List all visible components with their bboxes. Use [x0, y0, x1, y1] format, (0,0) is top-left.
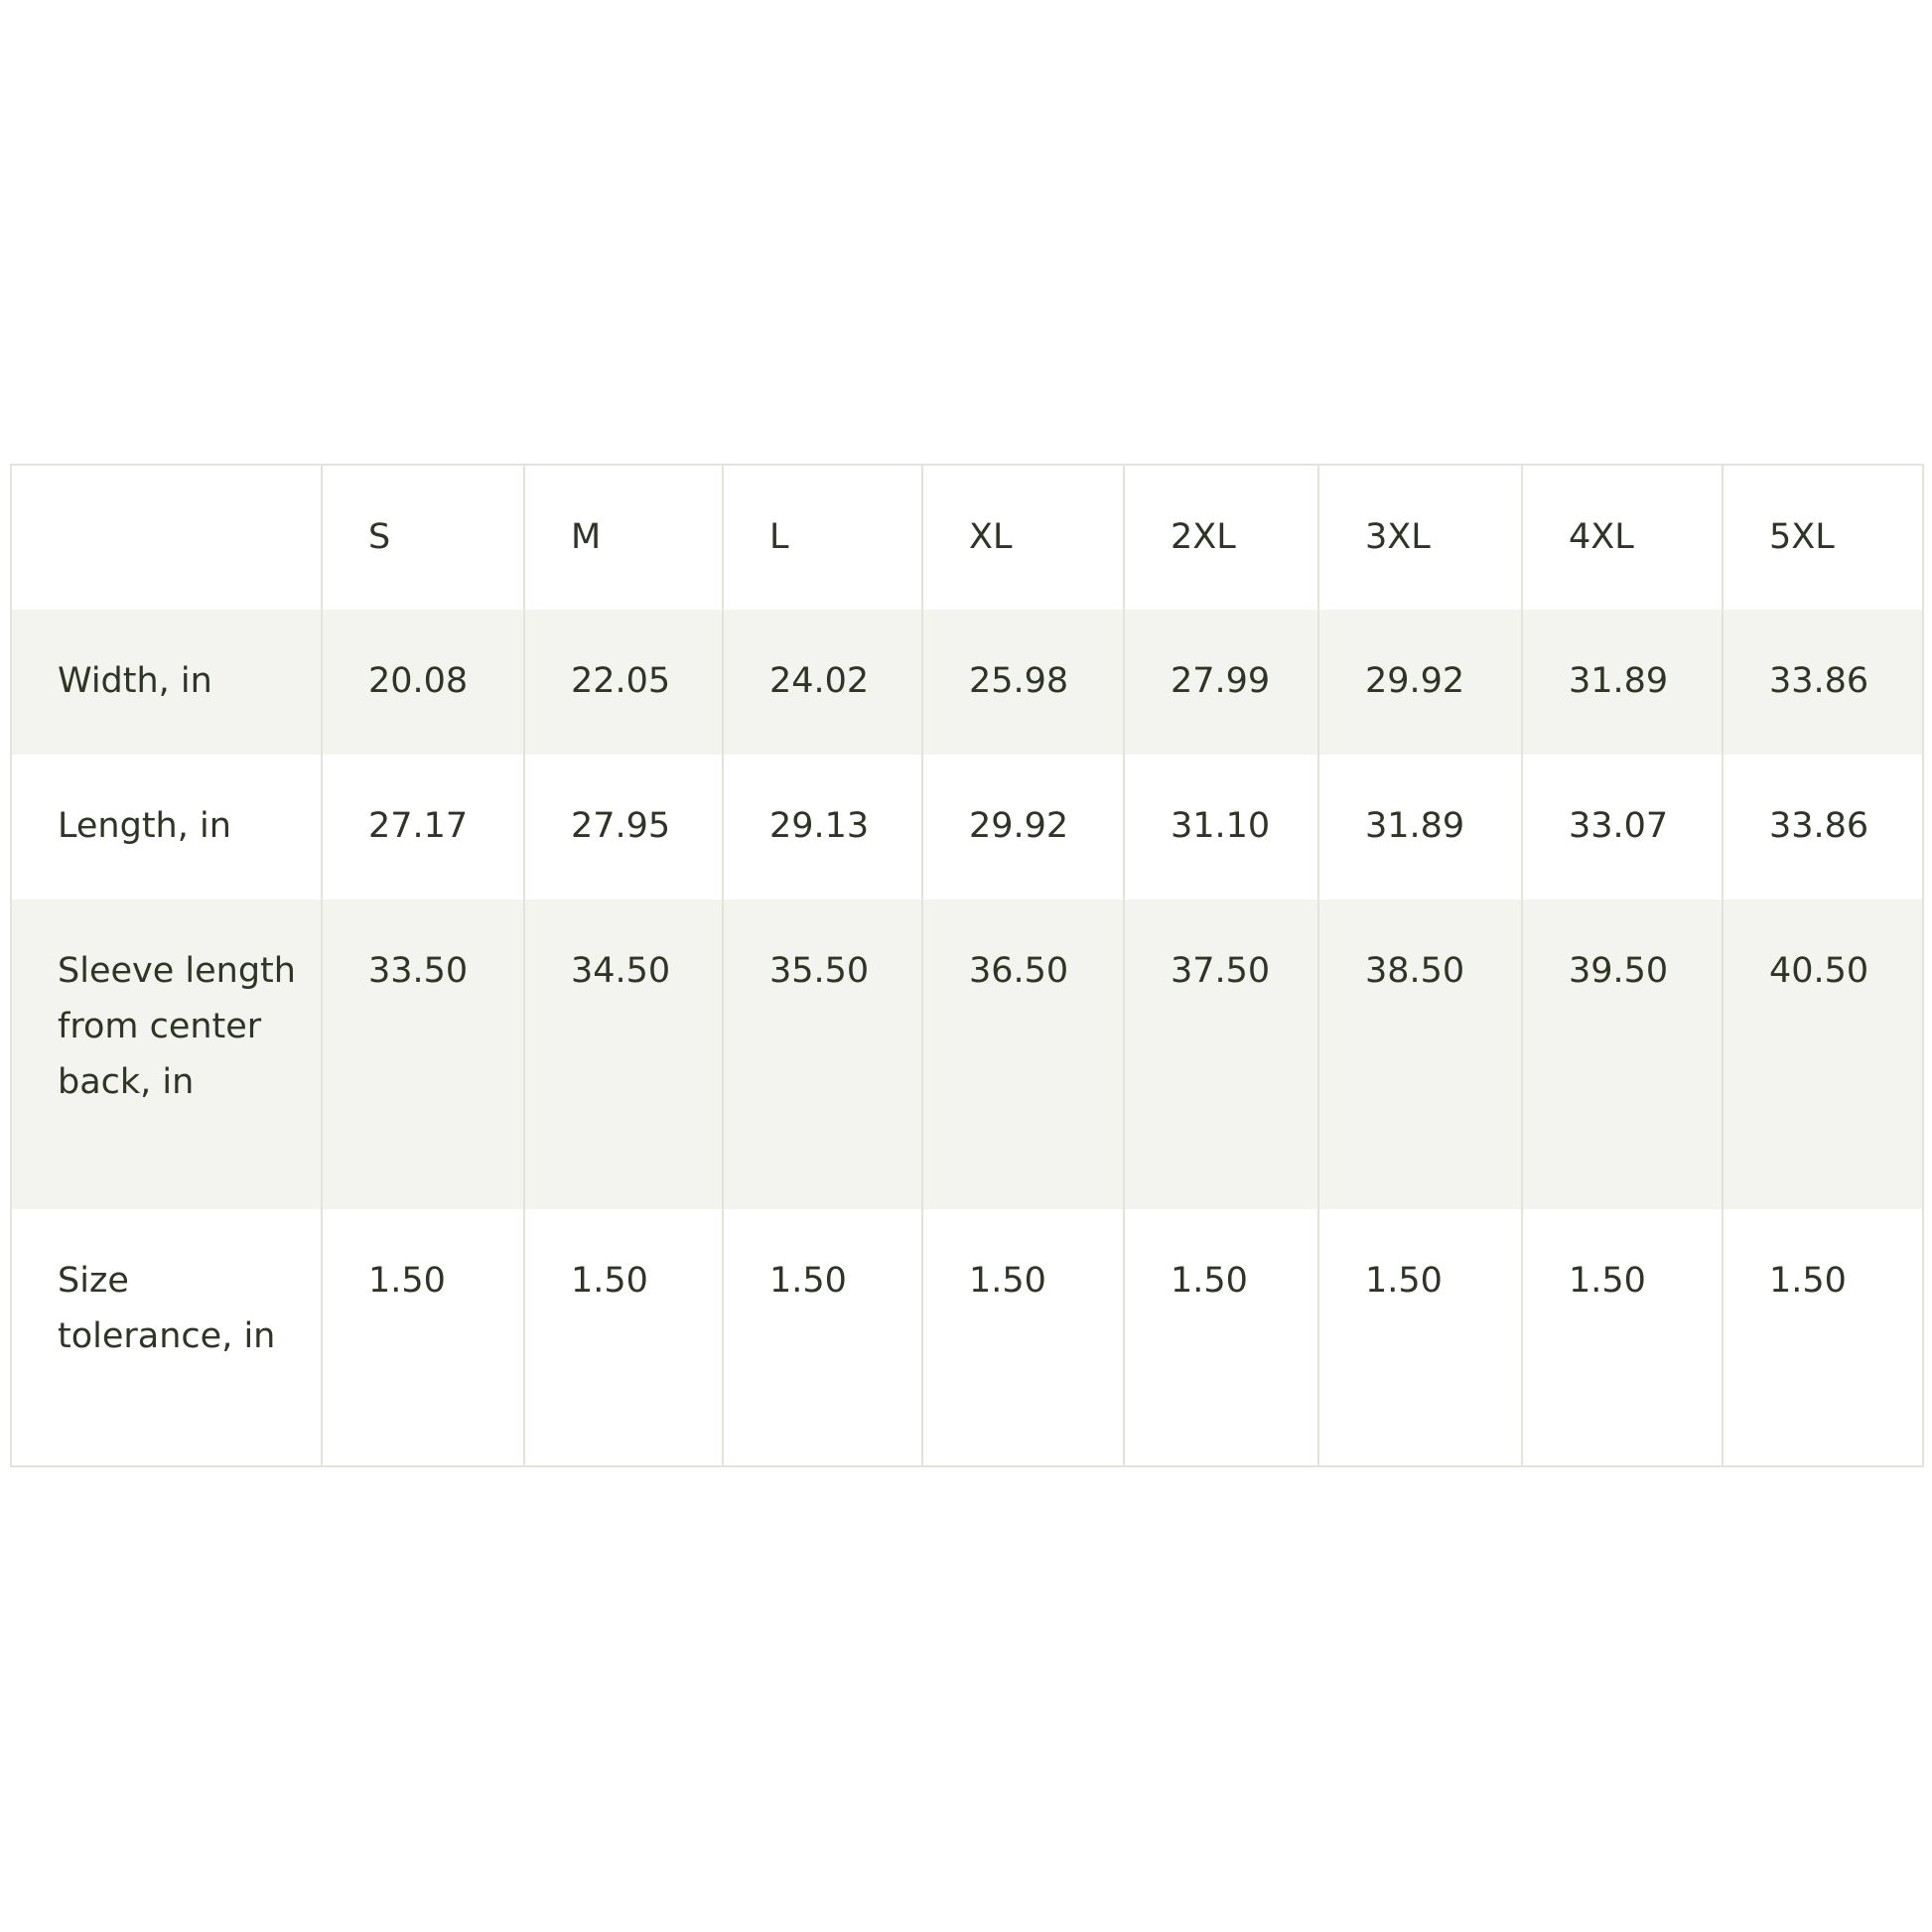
table-cell: 29.92: [922, 755, 1124, 899]
column-header-5xl: 5XL: [1723, 465, 1923, 610]
table-cell: 1.50: [524, 1209, 723, 1466]
table-cell: 31.89: [1318, 755, 1522, 899]
table-cell: 20.08: [322, 610, 524, 755]
size-chart: [10, 464, 1922, 1467]
table-cell: 36.50: [922, 899, 1124, 1209]
table-cell: 33.07: [1522, 755, 1723, 899]
table-header-row: [11, 465, 1923, 610]
table-cell: 27.99: [1124, 610, 1318, 755]
table-cell: 25.98: [922, 610, 1124, 755]
table-cell: 1.50: [1723, 1209, 1923, 1466]
table-cell: 29.92: [1318, 610, 1522, 755]
column-header-s: S: [322, 465, 524, 610]
table-cell: 37.50: [1124, 899, 1318, 1209]
table-row-size-tolerance: [11, 1209, 1923, 1466]
table-cell: 34.50: [524, 899, 723, 1209]
table-cell: 29.13: [723, 755, 922, 899]
table-cell: 1.50: [1318, 1209, 1522, 1466]
column-header-xl: XL: [922, 465, 1124, 610]
table-cell: 33.50: [322, 899, 524, 1209]
table-cell: 27.17: [322, 755, 524, 899]
row-label: Sleeve length from center back, in: [11, 899, 322, 1209]
table-cell: 1.50: [1124, 1209, 1318, 1466]
column-header-empty: [11, 465, 322, 610]
table-row-width: [11, 610, 1923, 755]
table-cell: 27.95: [524, 755, 723, 899]
row-label: Size tolerance, in: [11, 1209, 322, 1466]
table-cell: 38.50: [1318, 899, 1522, 1209]
table-cell: 31.10: [1124, 755, 1318, 899]
column-header-4xl: 4XL: [1522, 465, 1723, 610]
table-cell: 33.86: [1723, 755, 1923, 899]
column-header-m: M: [524, 465, 723, 610]
column-header-2xl: 2XL: [1124, 465, 1318, 610]
table-cell: 1.50: [922, 1209, 1124, 1466]
table-cell: 33.86: [1723, 610, 1923, 755]
table-cell: 1.50: [322, 1209, 524, 1466]
size-table: [10, 464, 1924, 1467]
table-cell: 31.89: [1522, 610, 1723, 755]
column-header-3xl: 3XL: [1318, 465, 1522, 610]
table-cell: 40.50: [1723, 899, 1923, 1209]
table-cell: 1.50: [723, 1209, 922, 1466]
row-label: Length, in: [11, 755, 322, 899]
column-header-l: L: [723, 465, 922, 610]
table-cell: 1.50: [1522, 1209, 1723, 1466]
table-cell: 39.50: [1522, 899, 1723, 1209]
table-row-length: [11, 755, 1923, 899]
row-label: Width, in: [11, 610, 322, 755]
table-cell: 35.50: [723, 899, 922, 1209]
table-cell: 24.02: [723, 610, 922, 755]
table-cell: 22.05: [524, 610, 723, 755]
table-row-sleeve-length: [11, 899, 1923, 1209]
